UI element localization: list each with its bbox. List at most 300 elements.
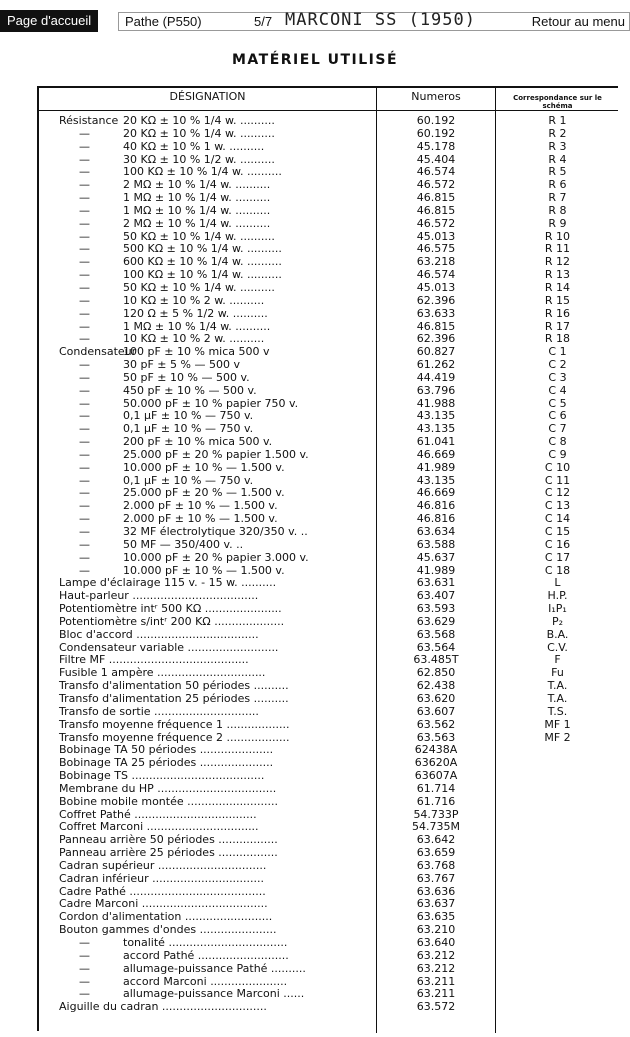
- part-category: —: [79, 359, 90, 372]
- part-category: —: [79, 281, 90, 294]
- part-designation: [39, 629, 372, 642]
- table-row: [39, 295, 618, 308]
- part-description: 10.000 pF ± 10 % — 1.500 v.: [123, 461, 285, 474]
- part-category: —: [79, 294, 90, 307]
- part-designation: [39, 218, 372, 231]
- part-number: 63.593: [416, 602, 456, 616]
- part-category: —: [79, 988, 90, 1001]
- table-row: [39, 603, 618, 616]
- part-category: —: [79, 192, 90, 205]
- part-designation: [39, 693, 372, 706]
- table-row: [39, 513, 618, 526]
- schematic-reference: R 6: [548, 178, 567, 192]
- part-number: 46.574: [416, 268, 456, 282]
- table-row: [39, 680, 618, 693]
- schematic-reference: T.A.: [547, 691, 568, 705]
- schematic-reference: T.A.: [547, 679, 568, 693]
- part-number: 63.211: [416, 974, 456, 988]
- table-row: [39, 154, 618, 167]
- schematic-reference: C 14: [544, 512, 571, 526]
- part-description: 0,1 µF ± 10 % — 750 v.: [123, 410, 254, 423]
- table-row: [39, 333, 618, 346]
- part-number: 46.816: [416, 512, 456, 526]
- part-designation: [39, 166, 372, 179]
- part-designation: [39, 937, 372, 950]
- part-number: 46.572: [416, 178, 456, 192]
- part-description: Panneau arrière 25 périodes .................: [59, 847, 278, 860]
- schematic-reference: Fu: [551, 666, 564, 680]
- part-number: 63.633: [416, 306, 456, 320]
- part-designation: [39, 847, 372, 860]
- part-category: —: [79, 513, 90, 526]
- table-row: [39, 757, 618, 770]
- part-number: 63.218: [416, 255, 456, 269]
- back-to-menu-link[interactable]: Retour au menu: [531, 14, 625, 29]
- table-row: [39, 809, 618, 822]
- part-designation: [39, 154, 372, 167]
- part-description: 500 KΩ ± 10 % 1/4 w. ..........: [123, 243, 282, 256]
- model-name: Pathe (P550): [125, 14, 202, 29]
- part-category: —: [79, 500, 90, 513]
- table-row: [39, 256, 618, 269]
- part-number: 60.192: [416, 126, 456, 140]
- schematic-reference: H.P.: [547, 589, 568, 603]
- part-designation: [39, 911, 372, 924]
- part-designation: [39, 963, 372, 976]
- table-row: [39, 462, 618, 475]
- part-category: —: [79, 217, 90, 230]
- part-number: 63.640: [416, 936, 456, 949]
- table-row: [39, 269, 618, 282]
- part-designation: [39, 616, 372, 629]
- part-number: 43.135: [416, 422, 456, 436]
- part-designation: [39, 308, 372, 321]
- schematic-reference: MF 2: [544, 730, 571, 744]
- table-row: [39, 385, 618, 398]
- part-designation: [39, 243, 372, 256]
- table-row: [39, 616, 618, 629]
- schematic-reference: C 18: [544, 563, 571, 577]
- top-navigation: [0, 0, 630, 40]
- part-description: 10.000 pF ± 10 % — 1.500 v.: [123, 564, 285, 577]
- part-number: 60.192: [416, 114, 456, 127]
- part-designation: [39, 410, 372, 423]
- part-description: Potentiomètre intʳ 500 KΩ ......................: [59, 603, 282, 616]
- schematic-reference: C 8: [548, 435, 567, 449]
- parts-table: [37, 86, 618, 1031]
- part-designation: [39, 1001, 372, 1014]
- table-row: [39, 860, 618, 873]
- table-row: [39, 372, 618, 385]
- part-designation: [39, 642, 372, 655]
- table-row: [39, 500, 618, 513]
- schematic-reference: R 3: [548, 139, 567, 153]
- schematic-reference: C 15: [544, 525, 571, 538]
- table-row: [39, 886, 618, 899]
- table-row: [39, 436, 618, 449]
- schematic-reference: R 10: [544, 229, 571, 243]
- part-description: 450 pF ± 10 % — 500 v.: [123, 384, 257, 397]
- schematic-reference: C.V.: [547, 640, 568, 654]
- part-description: 2.000 pF ± 10 % — 1.500 v.: [123, 500, 278, 513]
- schematic-reference: R 17: [544, 319, 571, 333]
- schematic-reference: R 2: [548, 126, 567, 140]
- part-number: 62.396: [416, 293, 456, 307]
- table-row: [39, 950, 618, 963]
- part-number: 63.563: [416, 730, 456, 744]
- part-category: —: [79, 153, 90, 166]
- part-description: Panneau arrière 50 périodes .................: [59, 834, 278, 847]
- part-designation: [39, 282, 372, 295]
- schematic-reference: C 4: [548, 383, 567, 397]
- table-row: [39, 719, 618, 732]
- part-designation: [39, 475, 372, 488]
- part-description: 100 KΩ ± 10 % 1/4 w. ..........: [123, 269, 282, 282]
- schematic-reference: C 1: [548, 345, 567, 359]
- table-row: [39, 988, 618, 1001]
- part-description: 0,1 µF ± 10 % — 750 v.: [123, 474, 254, 487]
- table-row: [39, 783, 618, 796]
- part-number: 41.989: [416, 563, 456, 577]
- part-category: —: [79, 127, 90, 140]
- part-number: 63.588: [416, 537, 456, 551]
- table-row: [39, 243, 618, 256]
- table-row: [39, 744, 618, 757]
- part-designation: [39, 295, 372, 308]
- part-description: Transfo de sortie ..............................: [59, 705, 259, 718]
- table-row: [39, 475, 618, 488]
- part-number: 45.013: [416, 229, 456, 243]
- part-number: 43.135: [416, 473, 456, 487]
- part-number: 63.562: [416, 717, 456, 731]
- part-number: 63.631: [416, 576, 456, 590]
- part-designation: [39, 654, 372, 667]
- table-row: [39, 976, 618, 989]
- part-designation: [39, 526, 372, 539]
- table-row: [39, 423, 618, 436]
- part-number: 63.636: [416, 884, 456, 898]
- part-number: 63.634: [416, 525, 456, 538]
- schematic-reference: B.A.: [546, 627, 569, 641]
- part-description: 1 MΩ ± 10 % 1/4 w. ..........: [123, 320, 271, 333]
- part-category: —: [79, 166, 90, 179]
- part-description: 120 Ω ± 5 % 1/2 w. ..........: [123, 307, 268, 320]
- part-description: 10 KΩ ± 10 % 2 w. ..........: [123, 333, 265, 346]
- part-description: tonalité ..................................: [123, 937, 288, 949]
- part-number: 46.669: [416, 486, 456, 500]
- table-row: [39, 346, 618, 359]
- part-designation: [39, 513, 372, 526]
- part-description: 100 pF ± 10 % mica 500 v: [123, 346, 270, 359]
- schematic-reference: R 11: [544, 242, 571, 256]
- part-description: 50.000 pF ± 10 % papier 750 v.: [123, 397, 299, 410]
- table-row: [39, 308, 618, 321]
- part-description: Cadre Marconi ....................................: [59, 898, 268, 911]
- table-row: [39, 590, 618, 603]
- schematic-reference: T.S.: [547, 704, 568, 718]
- table-row: [39, 166, 618, 179]
- header-designation: DÉSIGNATION: [169, 90, 246, 103]
- schematic-reference: C 12: [544, 486, 571, 500]
- part-description: Bobinage TA 50 périodes .....................: [59, 744, 274, 757]
- schematic-reference: R 15: [544, 293, 571, 307]
- part-description: 10.000 pF ± 20 % papier 3.000 v.: [123, 551, 309, 564]
- part-category: —: [79, 975, 90, 988]
- schematic-reference: R 1: [548, 114, 567, 127]
- part-designation: [39, 449, 372, 462]
- part-category: —: [79, 526, 90, 538]
- schematic-reference: C 6: [548, 409, 567, 423]
- part-number: 45.404: [416, 152, 456, 166]
- part-description: Transfo d'alimentation 25 périodes ..........: [59, 692, 289, 705]
- part-number: 63.564: [416, 640, 456, 654]
- part-designation: [39, 577, 372, 590]
- part-category: —: [79, 384, 90, 397]
- part-designation: [39, 346, 372, 359]
- part-designation: [39, 860, 372, 873]
- part-designation: [39, 539, 372, 552]
- part-designation: [39, 706, 372, 719]
- part-designation: [39, 924, 372, 937]
- schematic-reference: I₁P₁: [548, 602, 567, 616]
- part-number: 63.212: [416, 961, 456, 975]
- part-designation: [39, 770, 372, 783]
- part-number: 62.396: [416, 332, 456, 346]
- table-row: [39, 821, 618, 834]
- part-number: 45.637: [416, 550, 456, 564]
- part-description: Haut-parleur ....................................: [59, 590, 259, 603]
- schematic-reference: MF 1: [544, 717, 571, 731]
- part-number: 46.815: [416, 319, 456, 333]
- part-number: 54.733P: [413, 807, 459, 821]
- part-designation: [39, 128, 372, 141]
- part-designation: [39, 680, 372, 693]
- part-description: Coffret Marconi ................................: [59, 821, 259, 834]
- table-row: [39, 1001, 618, 1014]
- part-description: 50 KΩ ± 10 % 1/4 w. ..........: [123, 281, 275, 294]
- part-number: 63.572: [416, 1000, 456, 1014]
- schematic-reference: R 4: [548, 152, 567, 166]
- header-divider: [39, 110, 618, 111]
- table-row: [39, 642, 618, 655]
- part-number: 63.620: [416, 691, 456, 705]
- schematic-reference: R 7: [548, 191, 567, 205]
- part-description: Bobinage TS ......................................: [59, 770, 265, 783]
- part-description: Cadran supérieur ...............................: [59, 859, 267, 872]
- part-designation: [39, 667, 372, 680]
- part-description: 100 KΩ ± 10 % 1/4 w. ..........: [123, 166, 282, 179]
- part-designation: [39, 976, 372, 989]
- part-category: —: [79, 371, 90, 384]
- table-row: [39, 115, 618, 128]
- part-description: Potentiomètre s/intʳ 200 KΩ ....................: [59, 615, 285, 628]
- schematic-reference: R 18: [544, 332, 571, 346]
- table-row: [39, 410, 618, 423]
- part-description: 25.000 pF ± 20 % papier 1.500 v.: [123, 448, 309, 461]
- table-row: [39, 898, 618, 911]
- part-category: Résistance: [59, 115, 119, 127]
- part-designation: [39, 141, 372, 154]
- schematic-reference: C 17: [544, 550, 571, 564]
- part-category: —: [79, 320, 90, 333]
- table-row: [39, 706, 618, 719]
- part-description: 10 KΩ ± 10 % 2 w. ..........: [123, 294, 265, 307]
- schematic-reference: P₂: [551, 614, 564, 628]
- part-category: —: [79, 461, 90, 474]
- part-number: 45.178: [416, 139, 456, 153]
- part-category: —: [79, 307, 90, 320]
- table-row: [39, 629, 618, 642]
- part-description: 25.000 pF ± 20 % — 1.500 v.: [123, 487, 285, 500]
- schematic-reference: C 16: [544, 537, 571, 551]
- table-row: [39, 577, 618, 590]
- part-designation: [39, 179, 372, 192]
- part-category: —: [79, 256, 90, 269]
- schematic-reference: R 13: [544, 268, 571, 282]
- table-row: [39, 654, 618, 667]
- schematic-reference: C 10: [544, 460, 571, 474]
- table-row: [39, 282, 618, 295]
- table-row: [39, 667, 618, 680]
- part-description: Coffret Pathé ...................................: [59, 808, 257, 821]
- part-designation: [39, 385, 372, 398]
- part-designation: [39, 423, 372, 436]
- schematic-reference: C 2: [548, 358, 567, 372]
- schematic-reference: C 11: [544, 473, 571, 487]
- part-category: —: [79, 564, 90, 577]
- part-designation: [39, 398, 372, 411]
- schematic-reference: R 12: [544, 255, 571, 269]
- part-category: —: [79, 474, 90, 487]
- part-designation: [39, 359, 372, 372]
- table-row: [39, 873, 618, 886]
- title-bar: [118, 12, 630, 31]
- table-row: [39, 770, 618, 783]
- part-category: —: [79, 487, 90, 500]
- part-number: 63.407: [416, 589, 456, 603]
- table-row: [39, 796, 618, 809]
- table-row: [39, 847, 618, 860]
- schematic-reference: R 8: [548, 203, 567, 217]
- part-number: 63.568: [416, 627, 456, 641]
- schematic-reference: F: [554, 653, 561, 667]
- part-designation: [39, 321, 372, 334]
- table-row: [39, 128, 618, 141]
- part-number: 46.815: [416, 191, 456, 205]
- schematic-reference: L: [554, 576, 561, 590]
- table-row: [39, 937, 618, 950]
- part-designation: [39, 565, 372, 578]
- part-number: 63.210: [416, 923, 456, 937]
- part-description: 200 pF ± 10 % mica 500 v.: [123, 436, 273, 449]
- part-number: 63.642: [416, 833, 456, 847]
- part-number: 63.485T: [413, 653, 459, 667]
- part-description: 600 KΩ ± 10 % 1/4 w. ..........: [123, 256, 282, 269]
- part-designation: [39, 834, 372, 847]
- part-description: Cadre Pathé .......................................: [59, 885, 266, 898]
- header-numeros: Numeros: [411, 90, 461, 103]
- part-designation: [39, 192, 372, 205]
- part-number: 63.629: [416, 614, 456, 628]
- part-number: 60.827: [416, 345, 456, 359]
- part-category: —: [79, 423, 90, 436]
- table-row: [39, 924, 618, 937]
- part-description: accord Marconi ......................: [123, 975, 288, 988]
- part-description: 50 pF ± 10 % — 500 v.: [123, 371, 250, 384]
- part-number: 63.211: [416, 987, 456, 1001]
- part-category: —: [79, 179, 90, 192]
- table-row: [39, 526, 618, 539]
- part-category: —: [79, 230, 90, 243]
- part-designation: [39, 462, 372, 475]
- part-category: —: [79, 397, 90, 410]
- part-category: —: [79, 551, 90, 564]
- part-number: 61.262: [416, 358, 456, 372]
- part-number: 63607A: [414, 769, 458, 783]
- table-row: [39, 834, 618, 847]
- part-designation: [39, 988, 372, 1001]
- part-number: 46.815: [416, 203, 456, 217]
- part-number: 63.607: [416, 704, 456, 718]
- part-number: 61.716: [416, 794, 456, 808]
- schematic-reference: C 13: [544, 499, 571, 513]
- schematic-reference: C 7: [548, 422, 567, 436]
- part-number: 63.212: [416, 948, 456, 962]
- table-row: [39, 179, 618, 192]
- part-number: 61.714: [416, 781, 456, 795]
- part-designation: [39, 500, 372, 513]
- part-designation: [39, 552, 372, 565]
- table-row: [39, 398, 618, 411]
- part-description: Transfo moyenne fréquence 1 ..................: [59, 718, 290, 731]
- part-designation: [39, 487, 372, 500]
- part-number: 63.767: [416, 871, 456, 885]
- part-number: 63.659: [416, 846, 456, 860]
- part-description: Cordon d'alimentation .........................: [59, 911, 273, 924]
- table-row: [39, 565, 618, 578]
- part-description: Bloc d'accord ...................................: [59, 628, 259, 641]
- part-description: Filtre MF ........................................: [59, 654, 249, 667]
- part-description: allumage-puissance Marconi ......: [123, 988, 305, 1001]
- header-correspondance: Correspondance sur le schéma: [513, 94, 602, 110]
- home-button[interactable]: Page d'accueil: [0, 10, 98, 32]
- schematic-reference: C 9: [548, 447, 567, 461]
- table-row: [39, 359, 618, 372]
- table-row: [39, 693, 618, 706]
- part-number: 46.574: [416, 165, 456, 179]
- part-description: allumage-puissance Pathé ..........: [123, 962, 306, 975]
- schematic-reference: C 5: [548, 396, 567, 410]
- table-row: [39, 192, 618, 205]
- part-category: —: [79, 243, 90, 256]
- part-number: 63.635: [416, 910, 456, 924]
- part-designation: [39, 796, 372, 809]
- table-row: [39, 732, 618, 745]
- part-description: 50 KΩ ± 10 % 1/4 w. ..........: [123, 230, 275, 243]
- schematic-reference: R 5: [548, 165, 567, 179]
- part-number: 41.989: [416, 460, 456, 474]
- part-description: Bobine mobile montée ..........................: [59, 795, 279, 808]
- schematic-reference: R 9: [548, 216, 567, 230]
- part-description: Transfo d'alimentation 50 périodes ..........: [59, 680, 289, 693]
- part-number: 41.988: [416, 396, 456, 410]
- part-description: Lampe d'éclairage 115 v. - 15 w. ..........: [59, 577, 277, 590]
- part-description: Condensateur variable ..........................: [59, 641, 279, 654]
- part-designation: [39, 719, 372, 732]
- handwritten-model-label: MARCONI SS (1950): [285, 10, 476, 30]
- part-designation: [39, 783, 372, 796]
- table-row: [39, 205, 618, 218]
